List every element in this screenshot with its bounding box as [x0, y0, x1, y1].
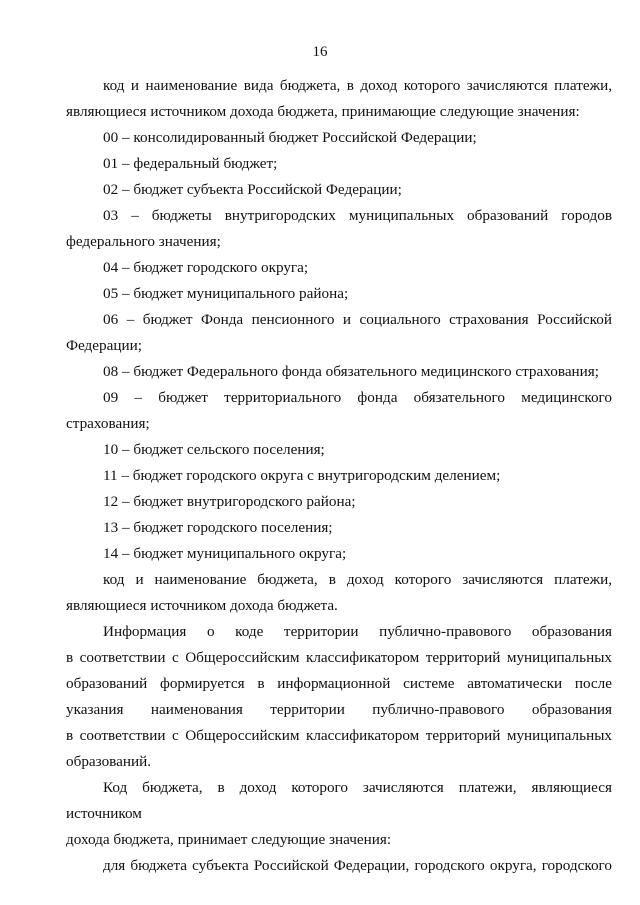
page-number: 16 [312, 44, 328, 60]
list-item: 01 – федеральный бюджет; [103, 155, 278, 172]
list-item-continuation: страхования; [66, 415, 150, 432]
list-item: 06 – бюджет Фонда пенсионного и социального страхования Российской [103, 311, 612, 328]
list-item: 03 – бюджеты внутригородских муниципальных образований городов [103, 207, 612, 224]
paragraph-line: код и наименование вида бюджета, в доход которого зачисляются платежи, [103, 77, 612, 94]
paragraph-line: код и наименование бюджета, в доход которого зачисляются платежи, [103, 571, 612, 588]
paragraph-line: Код бюджета, в доход которого зачисляются платежи, являющиеся источником [66, 779, 612, 822]
paragraph-line: дохода бюджета, принимает следующие значения: [66, 831, 392, 848]
list-item-continuation: федерального значения; [66, 233, 221, 250]
list-item: 10 – бюджет сельского поселения; [103, 441, 325, 458]
paragraph-line: образований. [66, 753, 152, 770]
list-item: 08 – бюджет Федерального фонда обязательного медицинского страхования; [103, 363, 600, 380]
paragraph-line: являющиеся источником дохода бюджета, принимающие следующие значения: [66, 103, 580, 120]
list-item: 00 – консолидированный бюджет Российской Федерации; [103, 129, 477, 146]
paragraph-line: образований формируется в информационной системе автоматически после [66, 675, 612, 692]
list-item: 09 – бюджет территориального фонда обязательного медицинского [103, 389, 612, 406]
list-item: 14 – бюджет муниципального округа; [103, 545, 347, 562]
list-item-continuation: Федерации; [66, 337, 142, 354]
list-item: 04 – бюджет городского округа; [103, 259, 309, 276]
paragraph-line: для бюджета субъекта Российской Федерации, городского округа, городского [103, 857, 612, 874]
list-item: 12 – бюджет внутригородского района; [103, 493, 356, 510]
list-item: 02 – бюджет субъекта Российской Федерации; [103, 181, 402, 198]
paragraph-line: в соответствии с Общероссийским классификатором территорий муниципальных [66, 649, 612, 666]
paragraph-line: в соответствии с Общероссийским классификатором территорий муниципальных [66, 727, 612, 744]
paragraph-line: Информация о коде территории публично-правового образования [103, 623, 612, 640]
paragraph-line: указания наименования территории публично-правового образования [66, 701, 612, 718]
document-body [66, 73, 612, 879]
paragraph-line: являющиеся источником дохода бюджета. [66, 597, 338, 614]
list-item: 05 – бюджет муниципального района; [103, 285, 349, 302]
list-item: 13 – бюджет городского поселения; [103, 519, 333, 536]
list-item: 11 – бюджет городского округа с внутригородским делением; [103, 467, 501, 484]
